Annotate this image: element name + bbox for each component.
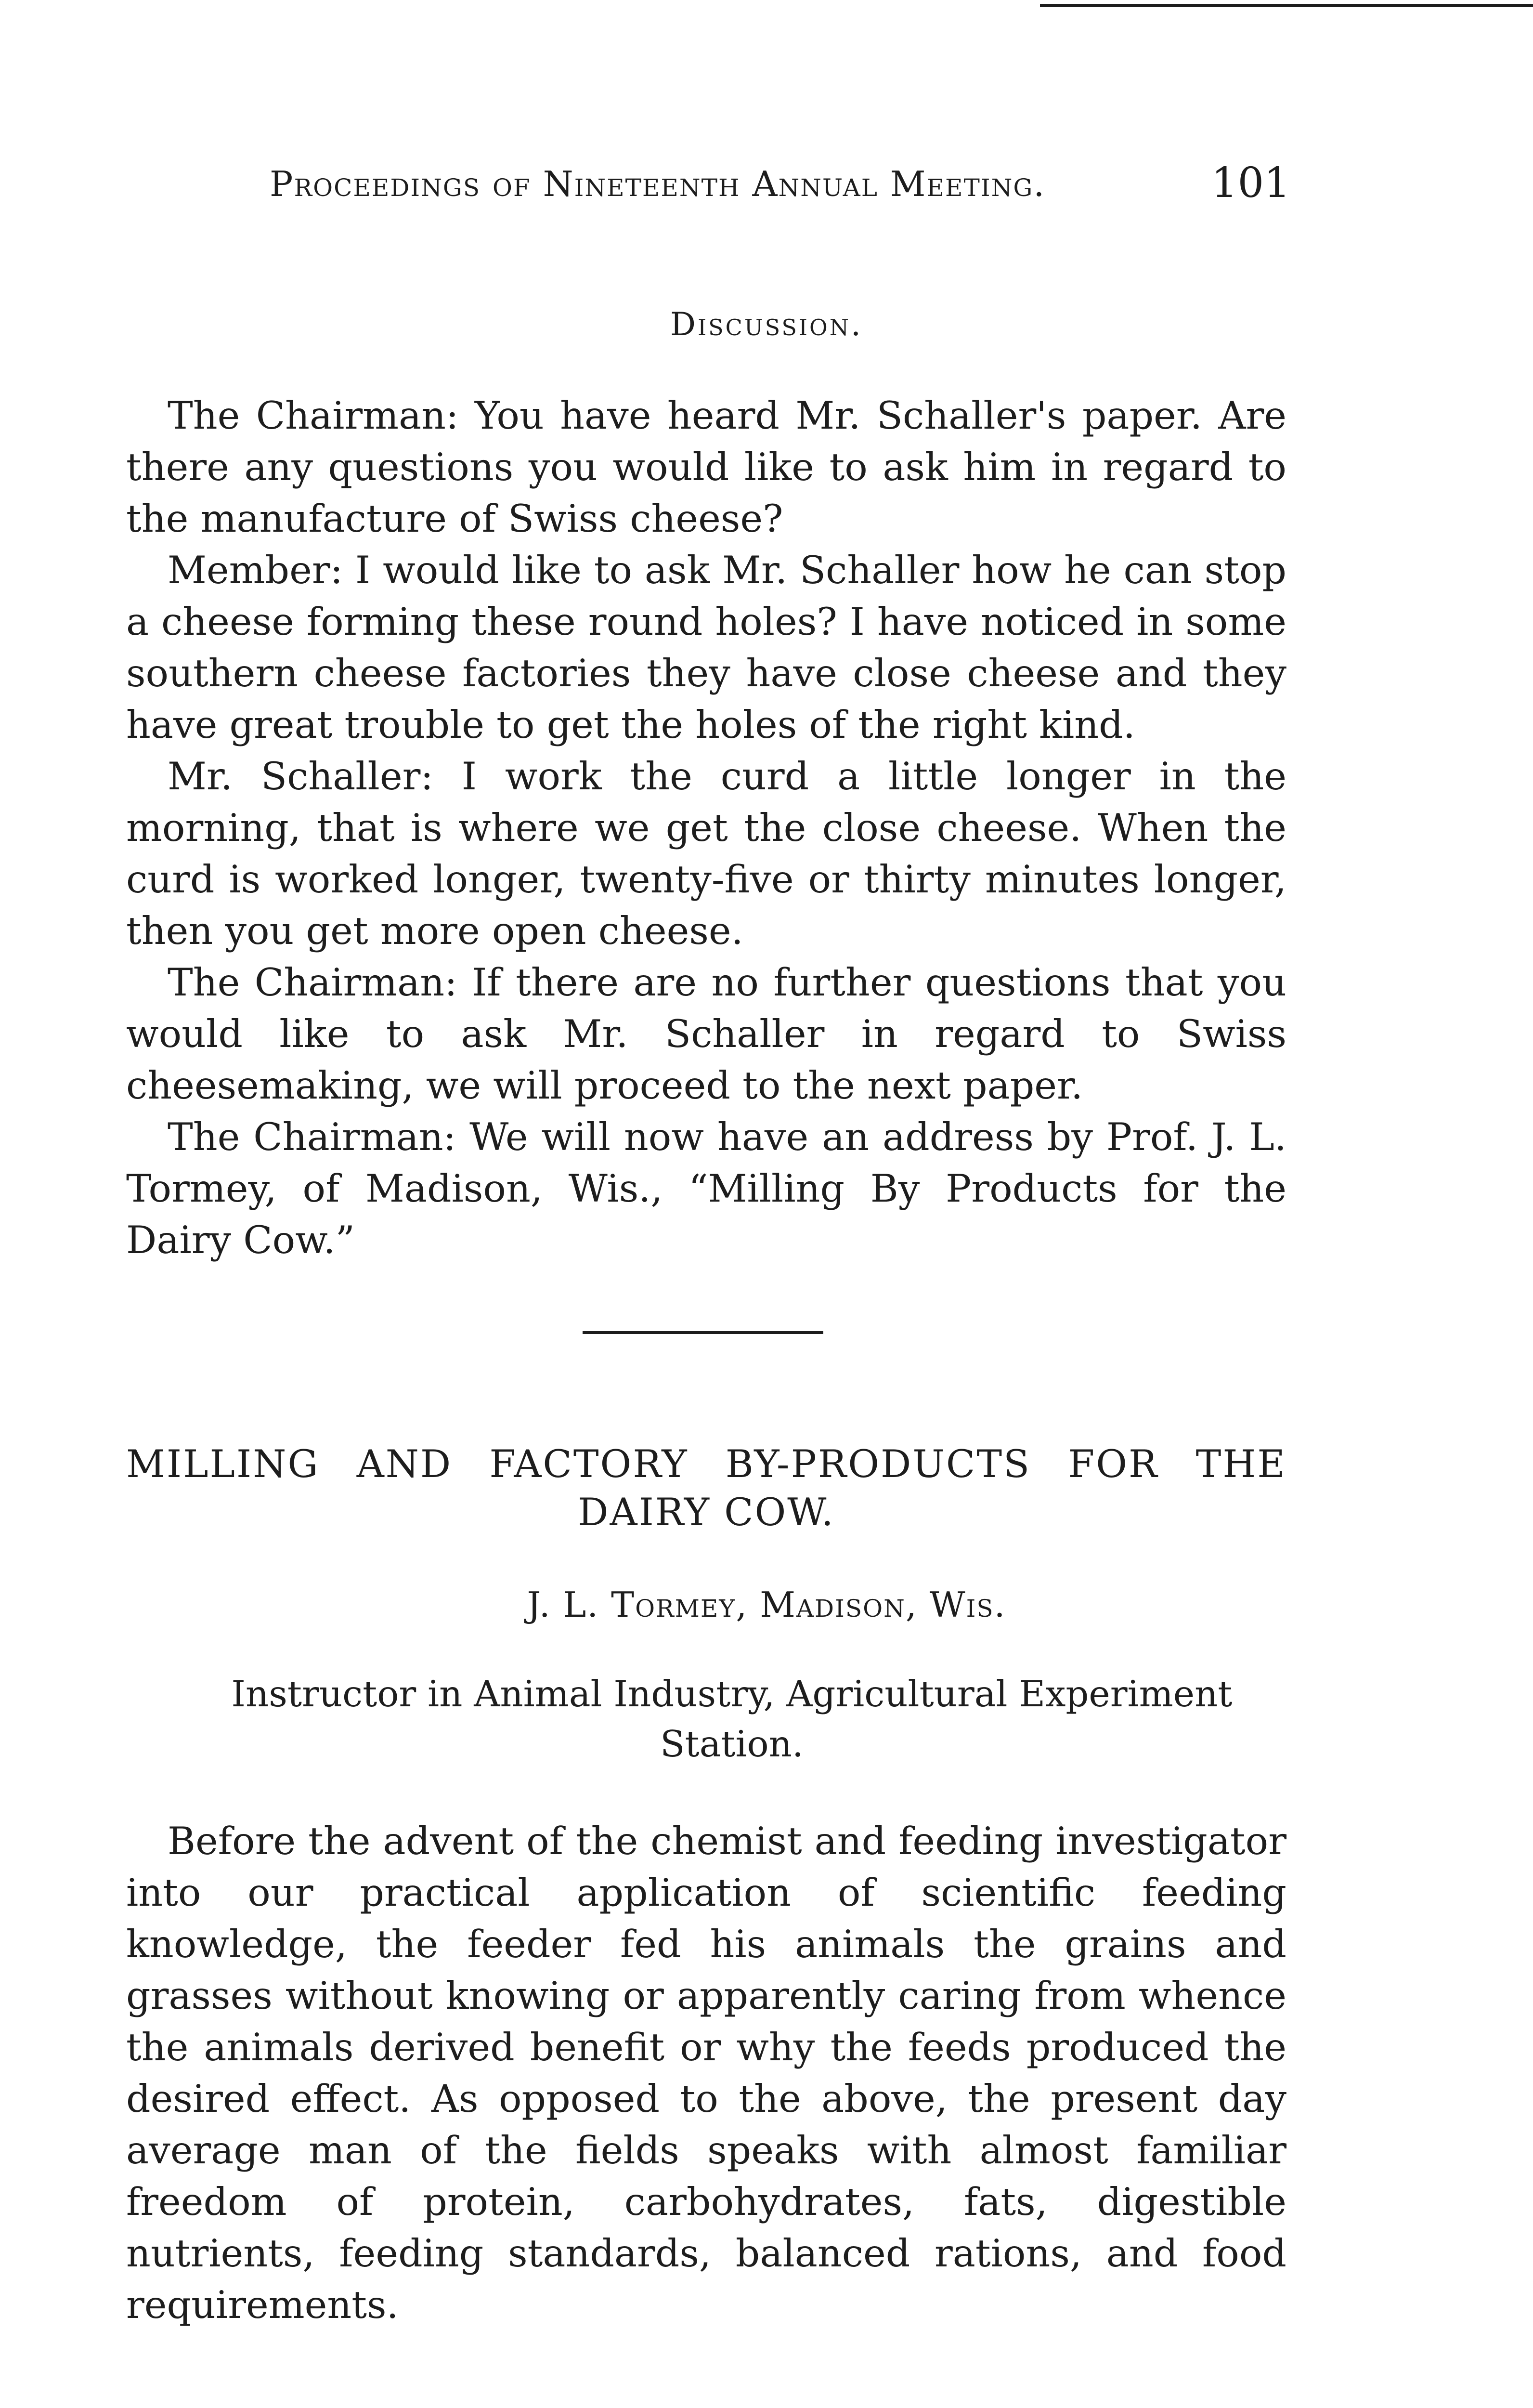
- section-separator-rule: [583, 1331, 823, 1334]
- top-border-rule: [1040, 4, 1533, 7]
- author-byline: J. L. Tormey, Madison, Wis.: [527, 1584, 1006, 1625]
- author-affiliation: Instructor in Animal Industry, Agricultural Experiment Station.: [231, 1673, 1233, 1765]
- article-paragraph: Before the advent of the chemist and feeding investigator into our practical application of scientific feeding knowledge, the feeder fed his animals the grains and grasses without knowing or apparently caring from whence the animals derived benefit or why the feeds produced the desired effect. As opposed to the above, the present day average man of the fields speaks with almost familiar freedom of protein, carbohydrates, fats, digestible nutrients, feeding standards, balanced rations, and food requirements.: [126, 1819, 1286, 2327]
- article-title: [126, 1440, 1286, 1536]
- title-word: FOR: [1068, 1442, 1159, 1486]
- discussion-paragraph: Member: I would like to ask Mr. Schaller how he can stop a cheese forming these round holes? I have noticed in some southern cheese factories they have close cheese and they have great trouble to get the holes of the right kind.: [126, 548, 1286, 747]
- running-head: Proceedings of Nineteenth Annual Meeting.: [270, 164, 1046, 204]
- article-title-line-1: [126, 1440, 1286, 1488]
- discussion-paragraph: The Chairman: We will now have an address by Prof. J. L. Tormey, of Madison, Wis., “Milling By Products for the Dairy Cow.”: [126, 1115, 1286, 1262]
- page-number: 101: [1211, 159, 1290, 207]
- article-title-line-2: DAIRY COW.: [578, 1490, 835, 1534]
- discussion-paragraph: Mr. Schaller: I work the curd a little longer in the morning, that is where we get the close cheese. When the curd is worked longer, twenty-five or thirty minutes longer, then you get more open cheese.: [126, 754, 1286, 953]
- title-word: MILLING: [126, 1442, 320, 1486]
- title-word: THE: [1195, 1442, 1286, 1486]
- title-word: FACTORY: [489, 1442, 689, 1486]
- page-header: [270, 159, 1290, 212]
- article-body: [126, 1816, 1286, 2331]
- title-word: AND: [356, 1442, 453, 1486]
- discussion-section: [126, 390, 1286, 1266]
- title-word: BY-PRODUCTS: [725, 1442, 1031, 1486]
- discussion-paragraph: The Chairman: If there are no further questions that you would like to ask Mr. Schaller in regard to Swiss cheesemaking, we will proceed to the next paper.: [126, 960, 1286, 1108]
- discussion-heading: Discussion.: [670, 306, 863, 343]
- discussion-paragraph: The Chairman: You have heard Mr. Schaller's paper. Are there any questions you would like to ask him in regard to the manufacture of Swiss cheese?: [126, 393, 1286, 541]
